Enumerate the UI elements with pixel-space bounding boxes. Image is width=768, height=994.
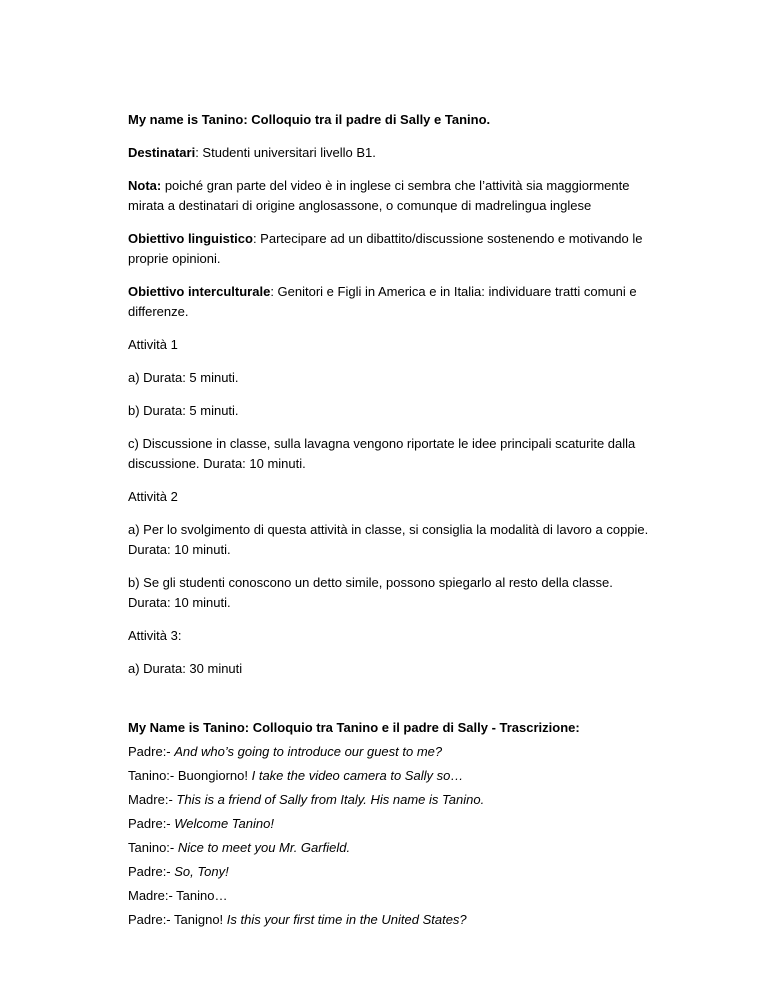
transcript-title: My Name is Tanino: Colloquio tra Tanino e il padre di Sally - Trascrizione: (128, 720, 580, 735)
transcript-line (128, 742, 658, 762)
activity-2-item-a: a) Per lo svolgimento di questa attività in classe, si consiglia la modalità di lavoro a coppie. Durata: 10 minuti. (128, 522, 649, 557)
transcript-line: Madre:- Tanino… (128, 888, 228, 903)
transcript-line: Padre:- Tanigno! Is this your first time in the United States? (128, 912, 467, 927)
obiettivo-interculturale-text: : Genitori e Figli in America e in Italia: individuare tratti comuni e differenze. (128, 284, 637, 319)
obiettivo-interculturale-paragraph (128, 282, 658, 322)
nota-text: poiché gran parte del video è in inglese ci sembra che l’attività sia maggiormente mirata a destinatari di origine anglosassone, o comunque di madrelingua inglese (128, 178, 630, 213)
transcript-line (128, 814, 658, 834)
transcript-lines (128, 742, 658, 930)
obiettivo-linguistico-text: : Partecipare ad un dibattito/discussione sostenendo e motivando le proprie opinioni. (128, 231, 643, 266)
nota-label: Nota: (128, 178, 162, 193)
transcript-line (128, 790, 658, 810)
section-spacer (128, 692, 658, 718)
dialogue-text: So, Tony! (174, 864, 229, 879)
activity-1-heading: Attività 1 (128, 337, 178, 352)
destinatari-label: Destinatari (128, 145, 196, 160)
document-body (128, 110, 658, 934)
activity-3-heading: Attività 3: (128, 628, 182, 643)
dialogue-text: And who’s going to introduce our guest to me? (174, 744, 443, 759)
obiettivo-linguistico-paragraph (128, 229, 658, 269)
speaker-label: Tanino:- (128, 768, 178, 783)
transcript-line (128, 862, 658, 882)
activity-1-item-c: c) Discussione in classe, sulla lavagna vengono riportate le idee principali scaturite dalla discussione. Durata: 10 minuti. (128, 436, 636, 471)
dialogue-text: I take the video camera to Sally so… (251, 768, 464, 783)
speaker-label: Padre:- (128, 816, 175, 831)
speaker-label: Padre:- (128, 864, 175, 879)
obiettivo-interculturale-label: Obiettivo interculturale (128, 284, 271, 299)
dialogue-text: Welcome Tanino! (174, 816, 274, 831)
speaker-label: Padre:- (128, 744, 175, 759)
destinatari-text: : Studenti universitari livello B1. (195, 145, 376, 160)
dialogue-text: Nice to meet you Mr. Garfield. (177, 840, 351, 855)
speaker-label: Madre:- (128, 792, 177, 807)
dialogue-text: Is this your first time in the United States? (226, 912, 467, 927)
transcript-line: Tanino:- Buongiorno! I take the video camera to Sally so… (128, 768, 464, 783)
activity-2-heading: Attività 2 (128, 489, 178, 504)
speaker-label: Madre:- (128, 888, 177, 903)
activity-2-item-b: b) Se gli studenti conoscono un detto simile, possono spiegarlo al resto della classe. Durata: 10 minuti. (128, 575, 613, 610)
activity-3-item-a: a) Durata: 30 minuti (128, 661, 243, 676)
activity-1-item-b: b) Durata: 5 minuti. (128, 403, 239, 418)
document-title: My name is Tanino: Colloquio tra il padre di Sally e Tanino. (128, 112, 491, 127)
speaker-label: Padre:- (128, 912, 175, 927)
speaker-label: Tanino:- (128, 840, 178, 855)
obiettivo-linguistico-label: Obiettivo linguistico (128, 231, 253, 246)
transcript-line (128, 838, 658, 858)
nota-paragraph (128, 176, 658, 216)
dialogue-text: This is a friend of Sally from Italy. His name is Tanino. (176, 792, 485, 807)
activity-1-item-a: a) Durata: 5 minuti. (128, 370, 239, 385)
destinatari-paragraph (128, 143, 658, 163)
